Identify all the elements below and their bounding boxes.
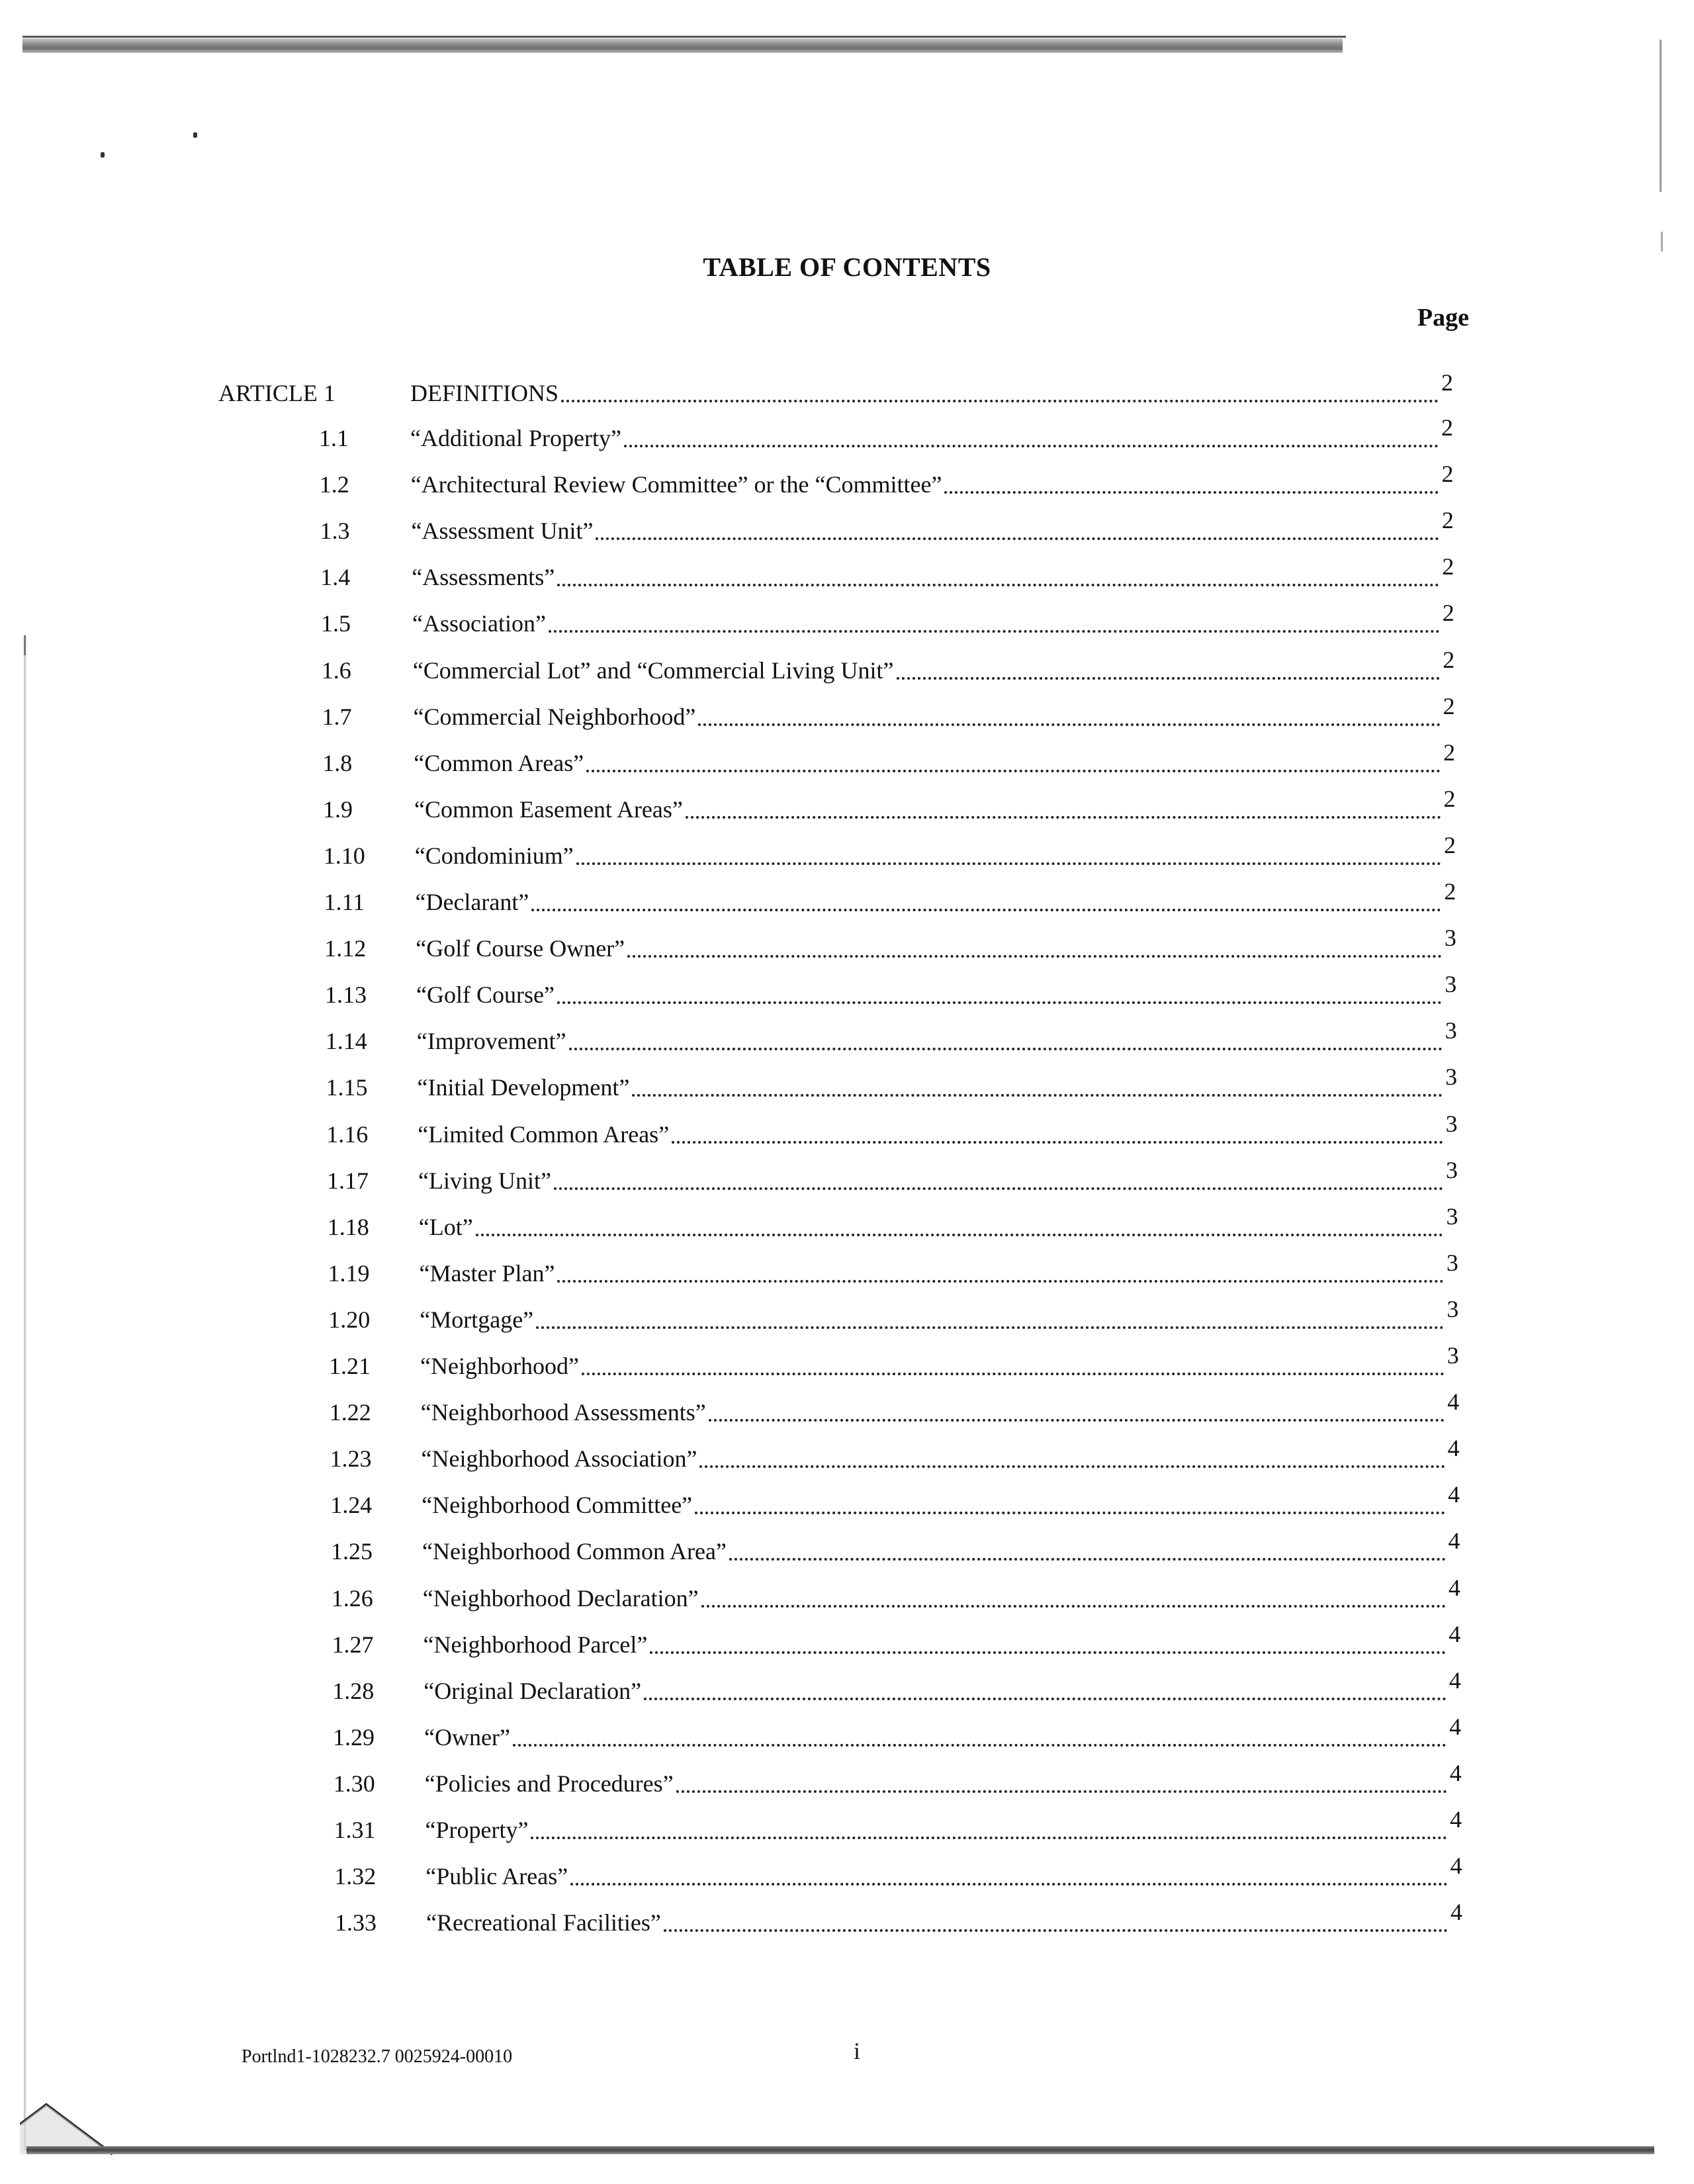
toc-dot-leader [531,1837,1447,1839]
toc-entry-title: DEFINITIONS [410,380,558,406]
toc-entry-title: “Recreational Facilities” [426,1909,661,1936]
toc-section-row [0,1805,1694,1844]
toc-entry-number: 1.33 [335,1909,377,1936]
toc-entry-number: 1.29 [333,1724,375,1751]
toc-entry-title: “Master Plan” [419,1260,555,1287]
toc-entry-title: “Mortgage” [420,1306,534,1333]
toc-section-row [0,1248,1694,1288]
toc-article-row [0,368,1694,408]
toc-entry-page: 2 [1443,647,1455,673]
toc-dot-leader [557,584,1439,586]
toc-entry-title: “Declarant” [415,889,529,915]
toc-section-row [0,1109,1694,1149]
toc-dot-leader [624,445,1439,447]
toc-section-row [0,738,1694,778]
toc-entry-page: 2 [1443,832,1456,858]
toc-entry-title: “Neighborhood Declaration” [422,1585,699,1612]
toc-entry-title: “Association” [412,610,546,637]
toc-entry-title: “Architectural Review Committee” or the “Committee” [410,471,942,498]
toc-dot-leader [554,1187,1443,1190]
toc-entry-number: 1.14 [325,1028,367,1054]
toc-dot-leader [944,491,1439,494]
toc-entry-number: 1.9 [323,796,353,823]
toc-entry-title: “Common Areas” [414,750,584,776]
toc-section-row [0,506,1694,545]
toc-dot-leader [897,677,1441,680]
toc-section-row [0,1480,1694,1520]
toc-entry-page: 3 [1444,925,1456,951]
toc-entry-number: 1.8 [322,750,353,776]
toc-dot-leader [632,1094,1443,1097]
toc-entry-number: 1.4 [320,564,351,590]
toc-dot-leader [650,1651,1446,1654]
toc-entry-number: 1.21 [329,1353,371,1379]
toc-entry-page: 2 [1441,369,1453,396]
toc-section-row [0,1851,1694,1891]
page-number: i [854,2038,861,2064]
toc-entry-page: 4 [1449,1760,1462,1786]
toc-dot-leader [695,1512,1445,1514]
toc-dot-leader [557,1001,1442,1004]
toc-entry-number: 1.32 [334,1863,377,1889]
toc-entry-number: 1.16 [326,1121,369,1148]
toc-entry-page: 2 [1443,739,1456,766]
toc-section-row [0,1433,1694,1473]
toc-entry-number: 1.2 [319,471,349,498]
toc-section-row [0,1712,1694,1752]
toc-entry-page: 3 [1446,1157,1458,1183]
toc-entry-title: “Neighborhood Committee” [422,1492,693,1518]
toc-entry-page: 2 [1441,414,1453,441]
toc-dot-leader [476,1234,1444,1236]
toc-dot-leader [576,862,1441,865]
toc-entry-title: “Original Declaration” [424,1678,642,1704]
toc-entry-page: 4 [1450,1852,1462,1879]
toc-entry-page: 2 [1442,553,1454,580]
toc-entry-page: 4 [1449,1621,1461,1647]
toc-entry-title: “Improvement” [416,1028,566,1054]
toc-dot-leader [570,1883,1447,1886]
toc-entry-page: 4 [1450,1899,1462,1925]
toc-entry-number: 1.28 [332,1678,375,1704]
toc-entry-page: 2 [1443,693,1455,719]
toc-section-row [0,1387,1694,1427]
toc-entry-number: 1.7 [322,704,352,730]
toc-entry-number: 1.26 [331,1585,373,1612]
toc-entry-title: “Golf Course Owner” [416,935,625,962]
toc-section-row [0,877,1694,917]
toc-entry-number: 1.17 [327,1167,369,1194]
toc-entry-page: 2 [1442,600,1454,626]
toc-entry-number: 1.19 [328,1260,370,1287]
toc-section-row [0,831,1694,870]
toc-section-row [0,1062,1694,1102]
toc-entry-title: “Neighborhood Parcel” [423,1631,648,1658]
toc-entry-number: 1.12 [324,935,367,962]
toc-entry-title: “Living Unit” [418,1167,551,1194]
toc-entry-page: 2 [1443,786,1456,812]
toc-section-row [0,1758,1694,1798]
toc-section-row [0,459,1694,499]
toc-dot-leader [672,1141,1443,1144]
toc-entry-page: 3 [1447,1342,1459,1369]
toc-section-row [0,970,1694,1009]
toc-entry-title: “Neighborhood Assessments” [420,1399,706,1426]
toc-entry-page: 3 [1445,1064,1458,1090]
toc-entry-page: 4 [1449,1667,1461,1694]
toc-entry-number: 1.20 [328,1306,371,1333]
toc-dot-leader [596,537,1439,540]
toc-dot-leader [698,723,1440,726]
page-title: TABLE OF CONTENTS [703,252,991,282]
toc-entry-page: 3 [1446,1203,1458,1230]
toc-entry-number: 1.24 [330,1492,373,1518]
toc-entry-title: “Owner” [424,1724,510,1751]
toc-entry-page: 4 [1448,1574,1460,1601]
toc-section-row [0,645,1694,685]
toc-dot-leader [586,770,1441,772]
toc-section-row [0,692,1694,731]
toc-entry-number: 1.13 [325,981,367,1008]
toc-entry-title: “Commercial Neighborhood” [413,704,696,730]
toc-entry-page: 4 [1447,1435,1460,1461]
toc-entry-title: “Golf Course” [416,981,555,1008]
toc-dot-leader [686,816,1441,819]
toc-entry-page: 4 [1447,1388,1460,1415]
toc-entry-title: “Neighborhood Association” [421,1445,697,1472]
toc-dot-leader [557,1280,1443,1283]
toc-entry-page: 3 [1445,1111,1458,1137]
toc-dot-leader [561,400,1439,402]
toc-section-row [0,1341,1694,1381]
toc-section-row [0,1666,1694,1706]
toc-entry-number: 1.15 [326,1074,368,1101]
toc-entry-page: 4 [1448,1527,1460,1554]
toc-dot-leader [582,1373,1445,1375]
toc-dot-leader [569,1048,1443,1050]
toc-dot-leader [701,1605,1446,1608]
toc-entry-title: “Additional Property” [410,425,621,451]
toc-dot-leader [699,1465,1445,1468]
toc-dot-leader [664,1929,1448,1932]
toc-section-row [0,552,1694,592]
toc-entry-title: “Limited Common Areas” [418,1121,670,1148]
toc-dot-leader [549,630,1440,633]
toc-entry-title: “Common Easement Areas” [414,796,683,823]
toc-section-row [0,1619,1694,1659]
document-id: Portlnd1-1028232.7 0025924-00010 [242,2046,513,2067]
toc-entry-page: 3 [1446,1250,1458,1276]
toc-entry-page: 4 [1449,1713,1462,1740]
toc-entry-number: 1.6 [321,657,351,684]
toc-entry-number: 1.31 [334,1817,376,1843]
toc-dot-leader [513,1744,1447,1747]
toc-dot-leader [536,1326,1444,1329]
toc-entry-number: 1.27 [332,1631,374,1658]
toc-entry-number: 1.10 [323,842,365,869]
toc-section-row [0,1156,1694,1195]
toc-entry-number: ARTICLE 1 [218,380,335,406]
toc-entry-title: “Assessment Unit” [411,518,594,544]
toc-entry-page: 4 [1448,1481,1460,1508]
toc-section-row [0,784,1694,824]
toc-entry-number: 1.11 [324,889,365,915]
toc-entry-title: “Initial Development” [417,1074,630,1101]
toc-section-row [0,1016,1694,1056]
toc-section-row [0,1897,1694,1937]
toc-entry-page: 3 [1445,1017,1457,1044]
toc-entry-title: “Public Areas” [425,1863,568,1889]
toc-entry-page: 2 [1444,878,1456,905]
toc-entry-title: “Property” [425,1817,529,1843]
toc-entry-number: 1.1 [319,425,349,451]
toc-entry-title: “Neighborhood Common Area” [422,1538,727,1565]
toc-entry-number: 1.30 [333,1770,375,1797]
toc-entry-title: “Lot” [418,1214,473,1240]
toc-entry-page: 3 [1447,1296,1459,1322]
toc-entry-number: 1.22 [329,1399,371,1426]
toc-section-row [0,1526,1694,1566]
toc-dot-leader [644,1698,1447,1700]
toc-entry-title: “Condominium” [414,842,574,869]
toc-entry-page: 3 [1445,971,1457,997]
toc-entry-title: “Policies and Procedures” [424,1770,674,1797]
toc-section-row [0,1202,1694,1242]
toc-section-row [0,923,1694,963]
toc-dot-leader [627,955,1442,958]
toc-entry-page: 2 [1441,507,1454,533]
toc-section-row [0,1295,1694,1334]
toc-entry-number: 1.18 [327,1214,369,1240]
toc-entry-number: 1.25 [331,1538,373,1565]
toc-entry-title: “Assessments” [412,564,555,590]
toc-dot-leader [729,1558,1446,1561]
toc-dot-leader [676,1790,1447,1793]
toc-entry-number: 1.23 [330,1445,372,1472]
toc-entry-page: 4 [1450,1806,1462,1833]
toc-dot-leader [709,1419,1445,1422]
toc-entry-title: “Neighborhood” [420,1353,579,1379]
toc-entry-page: 2 [1441,461,1454,487]
toc-section-row [0,598,1694,638]
toc-section-row [0,1573,1694,1613]
toc-entry-number: 1.5 [321,610,351,637]
toc-entry-title: “Commercial Lot” and “Commercial Living Unit” [412,657,894,684]
toc-section-row [0,413,1694,453]
page-column-header: Page [1417,304,1469,332]
toc-entry-number: 1.3 [320,518,350,544]
toc-dot-leader [531,909,1441,911]
